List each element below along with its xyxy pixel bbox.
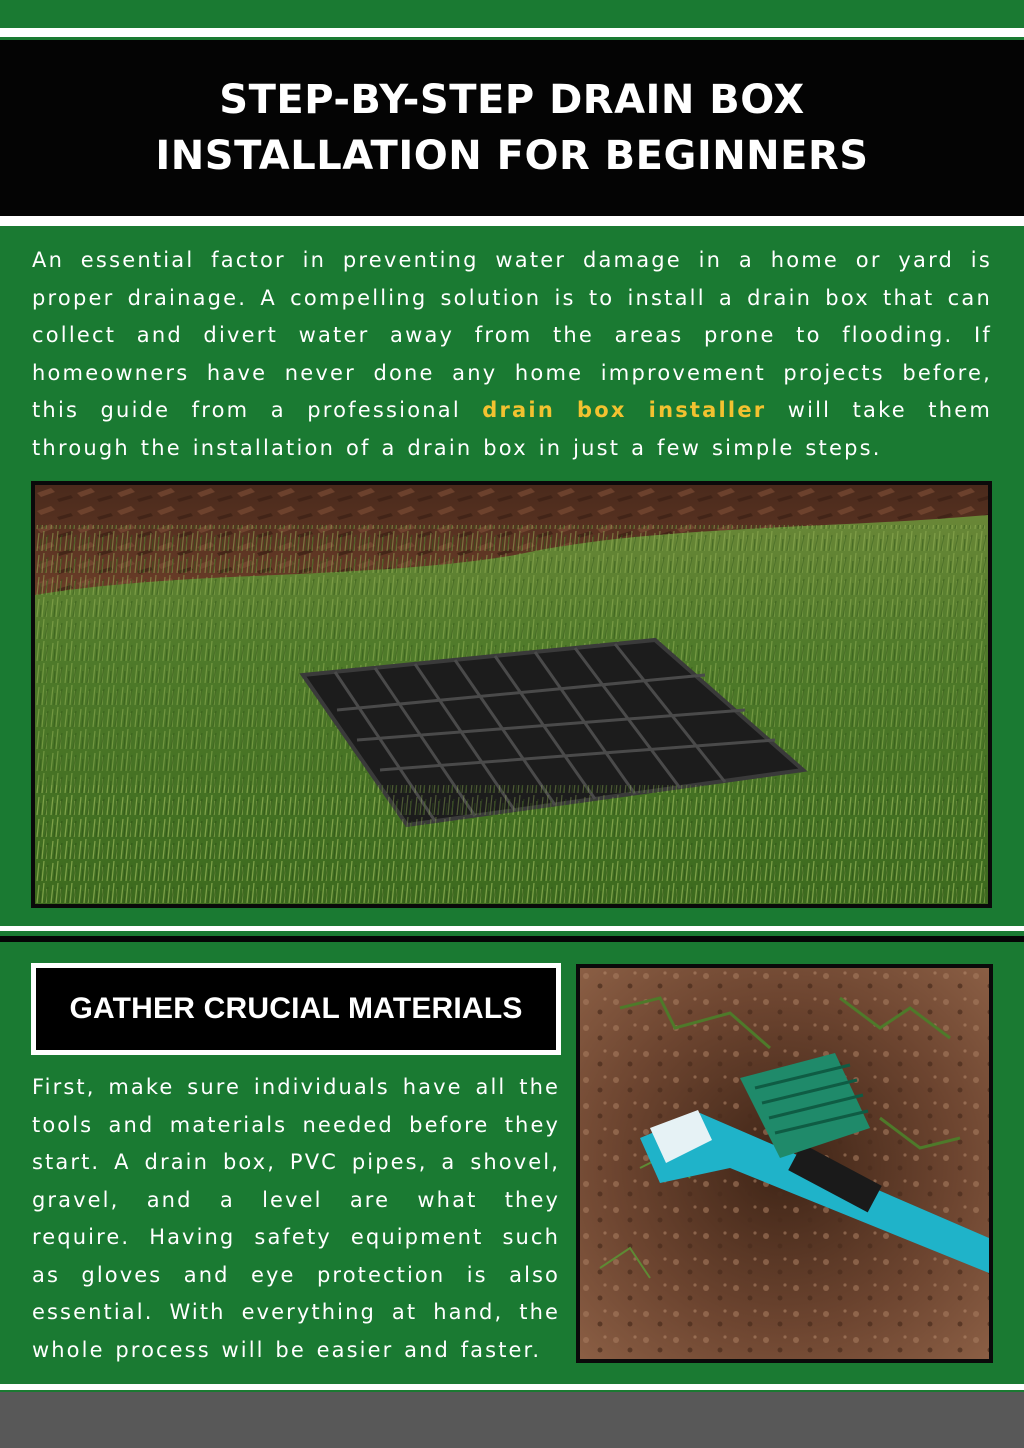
intro-paragraph	[32, 242, 992, 467]
middle-divider-black	[0, 936, 1024, 942]
section-heading: GATHER CRUCIAL MATERIALS	[69, 992, 523, 1025]
middle-divider-white	[0, 926, 1024, 931]
drain-grate-photo	[31, 481, 992, 908]
drain-box-installer-link[interactable]: drain box installer	[482, 398, 767, 422]
drain-grate-illustration	[35, 485, 988, 904]
materials-paragraph: First, make sure individuals have all the tools and materials needed before they start. A drain box, PVC pipes, a shovel, gravel, and a level are what they require. Having safety equipment such as gloves and eye protection is also essential. With everything at hand, the whole process will be easier and faster.	[32, 1075, 560, 1362]
title-divider	[0, 216, 1024, 226]
top-divider	[0, 28, 1024, 37]
section-heading-box	[31, 963, 561, 1055]
page-title-line-2: INSTALLATION FOR BEGINNERS	[155, 133, 869, 179]
title-banner	[0, 40, 1024, 216]
intro-text-start: An essential factor in preventing water damage in a home or yard is proper drainage. A compelling solution is to install a drain box that can collect and divert water away from the areas prone to flooding. If homeowners have never done any home improvement projects before, this guide from a professional	[32, 248, 992, 422]
page-title-line-1: STEP-BY-STEP DRAIN BOX	[219, 77, 805, 123]
drain-box-illustration	[580, 968, 989, 1359]
intro-text-end: will take them through the installation of a drain box in just a few simple steps.	[32, 398, 992, 460]
bottom-divider	[0, 1384, 1024, 1390]
footer-band	[0, 1392, 1024, 1448]
drain-box-dirt-photo	[576, 964, 993, 1363]
